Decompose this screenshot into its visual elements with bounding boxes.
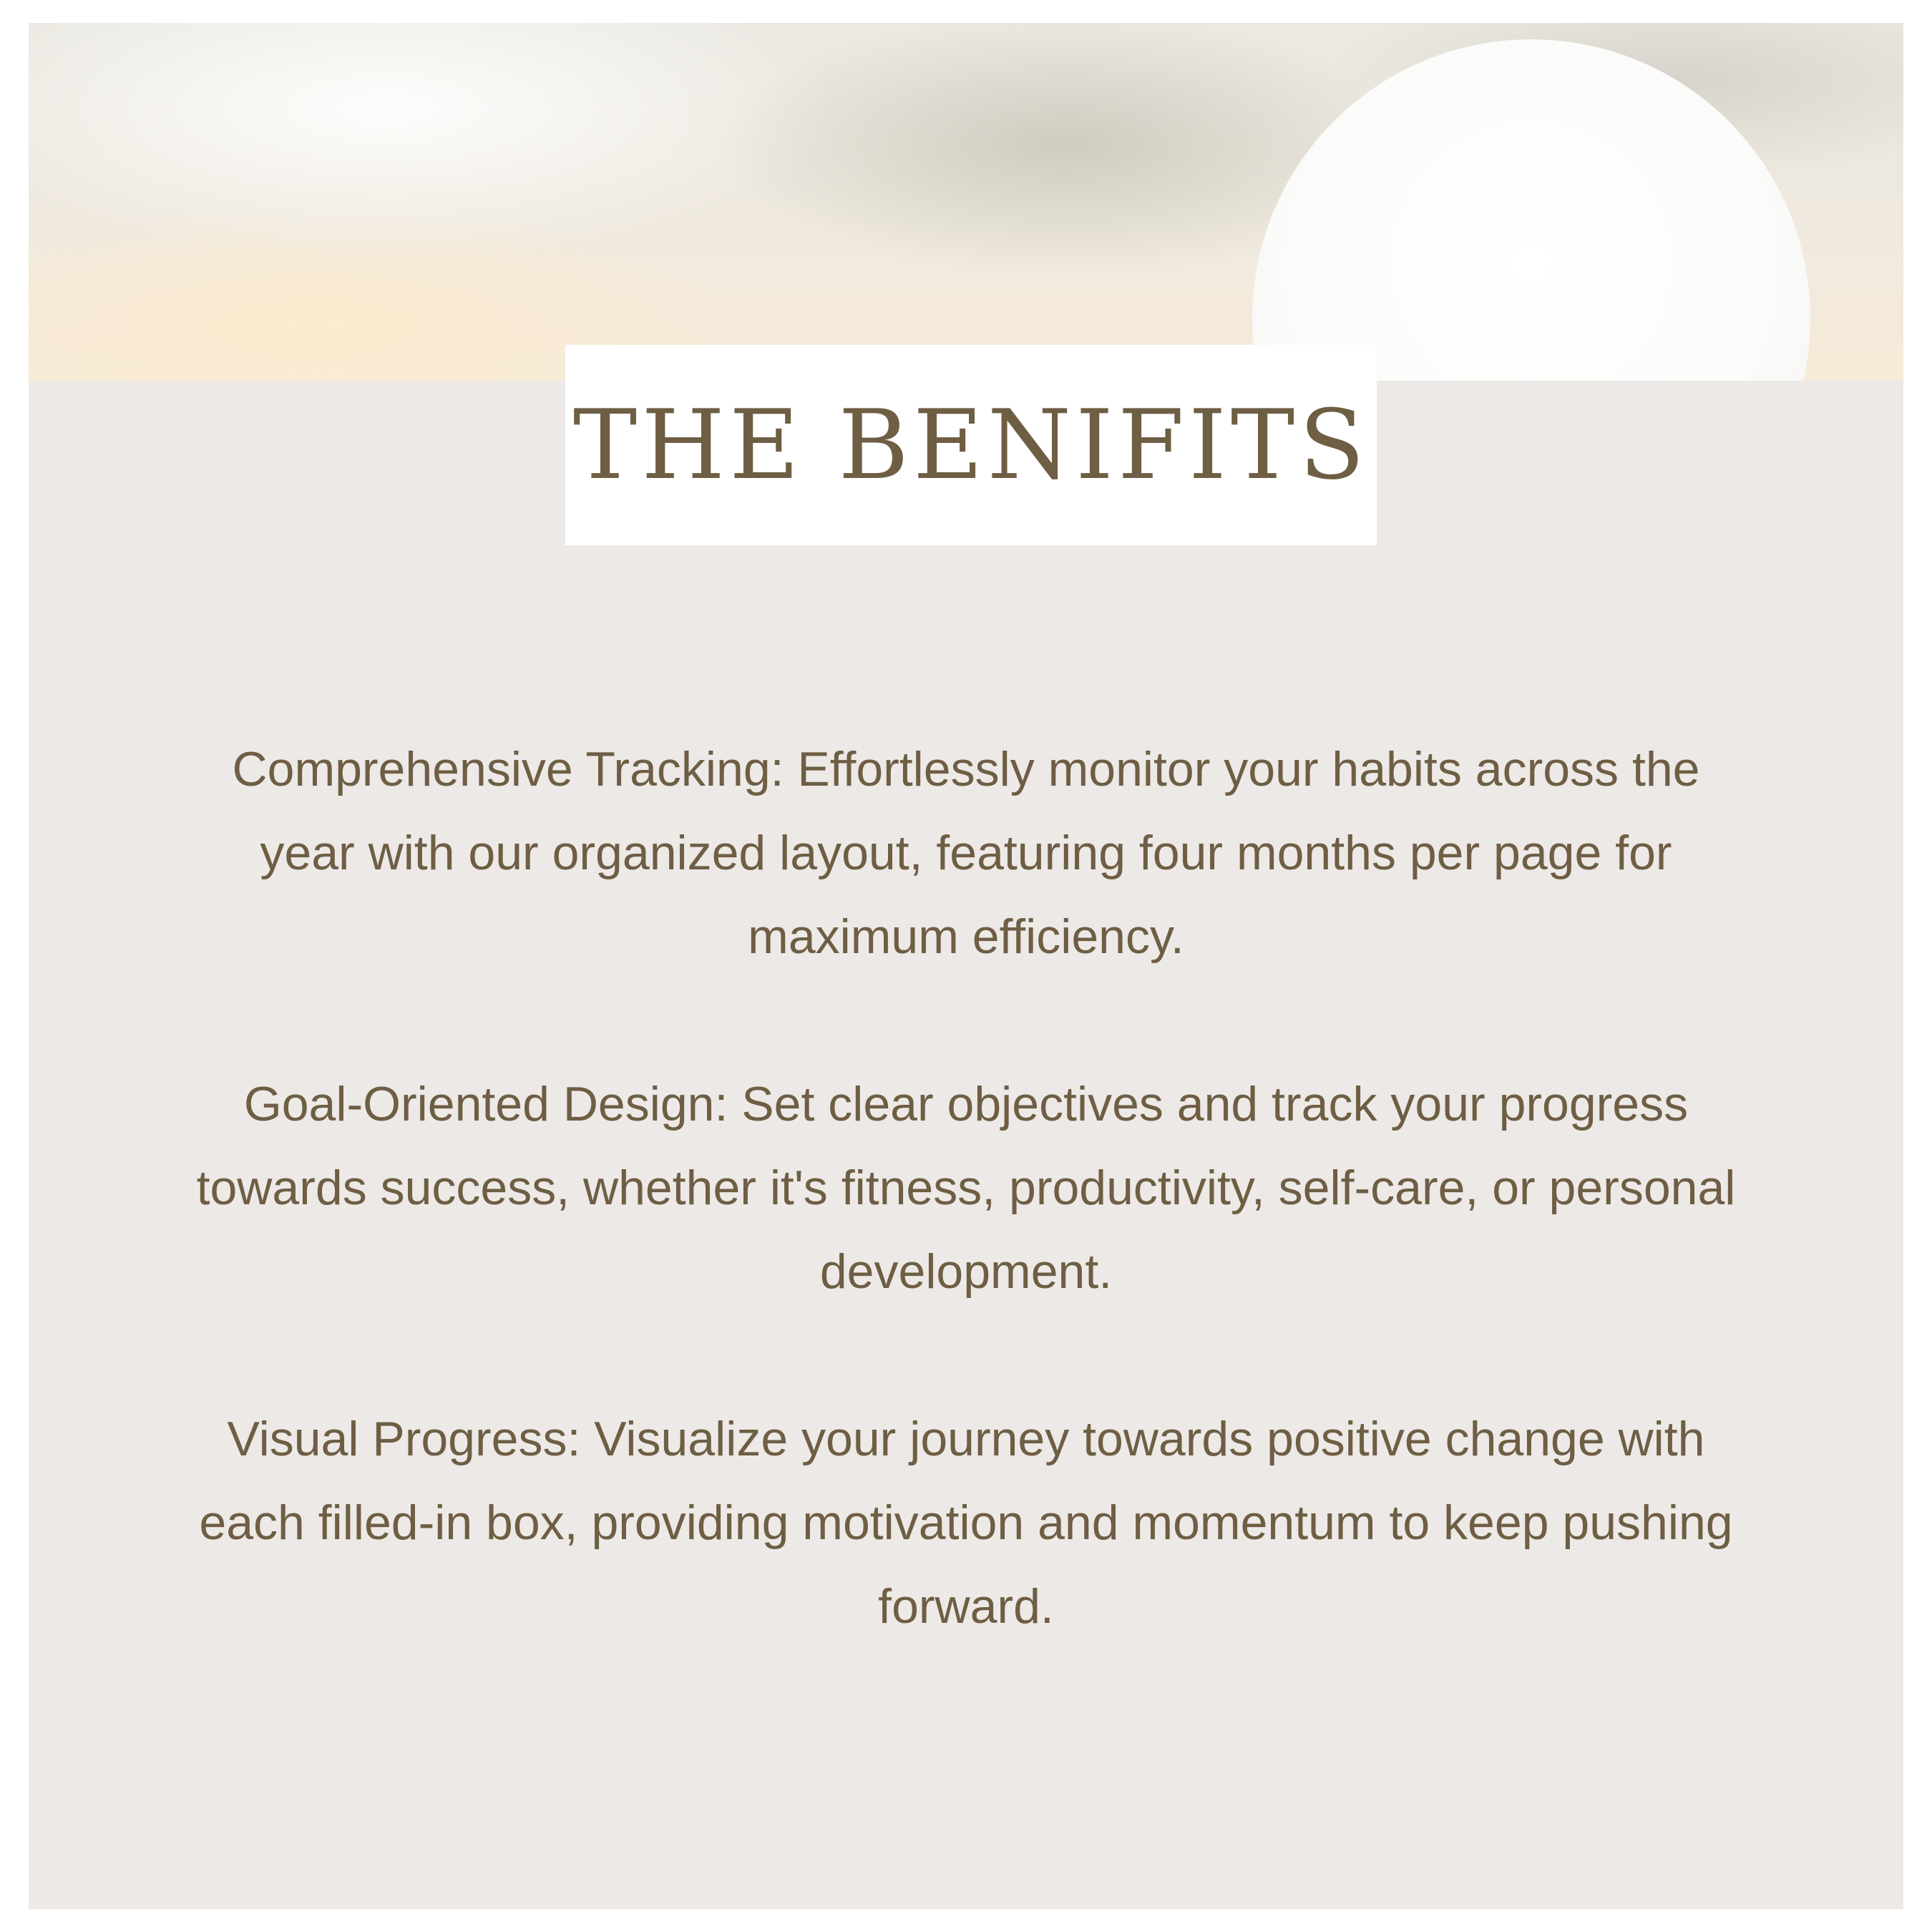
sky-background	[29, 23, 1903, 381]
benefits-list	[193, 728, 1739, 1732]
title-box	[565, 345, 1377, 545]
benefits-card	[29, 23, 1903, 1909]
sun-circle	[1252, 39, 1810, 381]
page-title: THE BENIFITS	[572, 389, 1370, 501]
benefit-goal-oriented-design: Goal-Oriented Design: Set clear objectives and track your progress towards success, whether it's fitness, productivity, self-care, or personal development.	[196, 1077, 1736, 1299]
benefit-comprehensive-tracking: Comprehensive Tracking: Effortlessly monitor your habits across the year with our organized layout, featuring four months per page for maximum efficiency.	[232, 742, 1700, 964]
benefit-visual-progress: Visual Progress: Visualize your journey towards positive change with each filled-in box, providing motivation and momentum to keep pushing forward.	[199, 1412, 1733, 1634]
